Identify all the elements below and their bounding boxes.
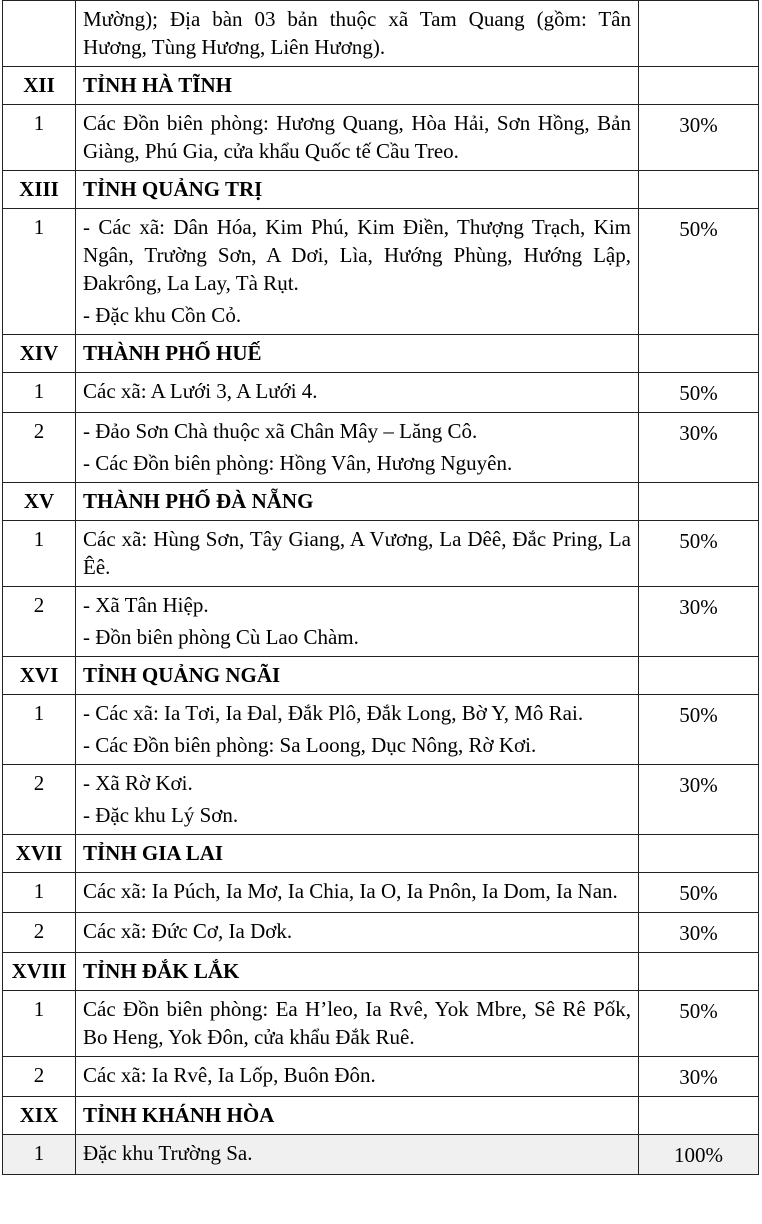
- area-description: [76, 521, 639, 587]
- description-line: Các xã: Hùng Sơn, Tây Giang, A Vương, La Dêê, Đắc Pring, La Êê.: [83, 527, 631, 579]
- table-row: [3, 373, 759, 413]
- table-row: [3, 1, 759, 67]
- allowance-rate: 30%: [639, 105, 759, 171]
- section-row: [3, 171, 759, 209]
- allowance-rate: [639, 67, 759, 105]
- area-description: [76, 413, 639, 483]
- allowance-rate: [639, 1, 759, 67]
- section-title: [76, 835, 639, 873]
- description-line: Các xã: Ia Rvê, Ia Lốp, Buôn Đôn.: [83, 1063, 376, 1087]
- table-row: [3, 587, 759, 657]
- item-number: 2: [3, 765, 76, 835]
- section-row: [3, 835, 759, 873]
- table-row: [3, 1057, 759, 1097]
- description-line: Các Đồn biên phòng: Hương Quang, Hòa Hải, Sơn Hồng, Bản Giàng, Phú Gia, cửa khẩu Quốc tế Cầu Treo.: [83, 111, 631, 163]
- item-number: 2: [3, 913, 76, 953]
- area-description: [76, 587, 639, 657]
- description-line: THÀNH PHỐ ĐÀ NẴNG: [83, 489, 314, 513]
- table-row: [3, 695, 759, 765]
- table-row: [3, 991, 759, 1057]
- allowance-rate: 30%: [639, 1057, 759, 1097]
- section-number: XIV: [3, 335, 76, 373]
- section-title: [76, 67, 639, 105]
- section-row: [3, 483, 759, 521]
- item-number: 2: [3, 1057, 76, 1097]
- section-number: XII: [3, 67, 76, 105]
- item-number: 2: [3, 587, 76, 657]
- item-number: 1: [3, 521, 76, 587]
- description-line: Đặc khu Trường Sa.: [83, 1141, 253, 1165]
- section-title: [76, 335, 639, 373]
- table-row: [3, 105, 759, 171]
- table-row: [3, 209, 759, 335]
- item-number: 1: [3, 373, 76, 413]
- table-body: [3, 1, 759, 1175]
- table-row: [3, 413, 759, 483]
- section-row: [3, 335, 759, 373]
- area-description: [76, 373, 639, 413]
- area-description: [76, 913, 639, 953]
- item-number: 1: [3, 1135, 76, 1175]
- allowance-rate: 50%: [639, 373, 759, 413]
- description-line: - Đặc khu Lý Sơn.: [83, 803, 239, 827]
- allowance-rate: [639, 1097, 759, 1135]
- section-number: XIII: [3, 171, 76, 209]
- description-line: - Các Đồn biên phòng: Sa Loong, Dục Nông, Rờ Kơi.: [83, 733, 537, 757]
- description-line: THÀNH PHỐ HUẾ: [83, 341, 262, 365]
- description-line: - Xã Tân Hiệp.: [83, 593, 209, 617]
- area-description: [76, 765, 639, 835]
- area-description: [76, 873, 639, 913]
- allowance-rate: [639, 657, 759, 695]
- section-number: XVIII: [3, 953, 76, 991]
- description-line: TỈNH HÀ TĨNH: [83, 73, 232, 97]
- allowance-rate: 50%: [639, 695, 759, 765]
- item-number: [3, 1, 76, 67]
- table-row: [3, 913, 759, 953]
- allowance-table: [2, 0, 759, 1175]
- description-line: TỈNH ĐẮK LẮK: [83, 959, 240, 983]
- section-number: XV: [3, 483, 76, 521]
- description-line: TỈNH QUẢNG TRỊ: [83, 177, 263, 201]
- allowance-rate: 50%: [639, 521, 759, 587]
- section-title: [76, 171, 639, 209]
- allowance-rate: 50%: [639, 991, 759, 1057]
- allowance-rate: 50%: [639, 873, 759, 913]
- table-row: [3, 765, 759, 835]
- description-line: - Các xã: Dân Hóa, Kim Phú, Kim Điền, Thượng Trạch, Kim Ngân, Trường Sơn, A Dơi, Lìa, Hướng Phùng, Hướng Lập, Đakrông, La Lay, Tà Rụt.: [83, 215, 631, 295]
- section-row: [3, 67, 759, 105]
- section-number: XVII: [3, 835, 76, 873]
- item-number: 1: [3, 105, 76, 171]
- allowance-rate: [639, 953, 759, 991]
- item-number: 1: [3, 695, 76, 765]
- section-number: XIX: [3, 1097, 76, 1135]
- description-line: - Các Đồn biên phòng: Hồng Vân, Hương Nguyên.: [83, 451, 513, 475]
- description-line: - Các xã: Ia Tơi, Ia Đal, Đắk Plô, Đắk Long, Bờ Y, Mô Rai.: [83, 701, 584, 725]
- description-line: Các Đồn biên phòng: Ea H’leo, Ia Rvê, Yok Mbre, Sê Rê Pốk, Bo Heng, Yok Đôn, cửa khẩu Đắk Ruê.: [83, 997, 631, 1049]
- item-number: 1: [3, 873, 76, 913]
- description-line: Các xã: Đức Cơ, Ia Dơk.: [83, 919, 293, 943]
- description-line: Các xã: Ia Púch, Ia Mơ, Ia Chia, Ia O, Ia Pnôn, Ia Dom, Ia Nan.: [83, 879, 618, 903]
- description-line: - Đồn biên phòng Cù Lao Chàm.: [83, 625, 359, 649]
- table-row: [3, 521, 759, 587]
- area-description: [76, 1057, 639, 1097]
- description-line: TỈNH QUẢNG NGÃI: [83, 663, 281, 687]
- section-title: [76, 953, 639, 991]
- section-title: [76, 657, 639, 695]
- description-line: - Đặc khu Cồn Cỏ.: [83, 303, 242, 327]
- description-line: - Xã Rờ Kơi.: [83, 771, 193, 795]
- item-number: 2: [3, 413, 76, 483]
- description-line: TỈNH KHÁNH HÒA: [83, 1103, 275, 1127]
- allowance-rate: 30%: [639, 765, 759, 835]
- allowance-rate: [639, 335, 759, 373]
- allowance-rate: 100%: [639, 1135, 759, 1175]
- table-row: [3, 1135, 759, 1175]
- allowance-rate: 30%: [639, 913, 759, 953]
- table-row: [3, 873, 759, 913]
- item-number: 1: [3, 991, 76, 1057]
- allowance-rate: 50%: [639, 209, 759, 335]
- description-line: TỈNH GIA LAI: [83, 841, 224, 865]
- area-description: [76, 991, 639, 1057]
- area-description: [76, 1135, 639, 1175]
- section-title: [76, 1097, 639, 1135]
- item-number: 1: [3, 209, 76, 335]
- area-description: [76, 1, 639, 67]
- section-title: [76, 483, 639, 521]
- description-line: Các xã: A Lưới 3, A Lưới 4.: [83, 379, 318, 403]
- allowance-rate: 30%: [639, 413, 759, 483]
- area-description: [76, 105, 639, 171]
- section-number: XVI: [3, 657, 76, 695]
- description-line: - Đảo Sơn Chà thuộc xã Chân Mây – Lăng Cô.: [83, 419, 478, 443]
- description-line: Mường); Địa bàn 03 bản thuộc xã Tam Quang (gồm: Tân Hương, Tùng Hương, Liên Hương).: [83, 7, 631, 59]
- allowance-rate: 30%: [639, 587, 759, 657]
- area-description: [76, 209, 639, 335]
- section-row: [3, 657, 759, 695]
- allowance-rate: [639, 483, 759, 521]
- allowance-rate: [639, 835, 759, 873]
- area-description: [76, 695, 639, 765]
- section-row: [3, 953, 759, 991]
- allowance-rate: [639, 171, 759, 209]
- section-row: [3, 1097, 759, 1135]
